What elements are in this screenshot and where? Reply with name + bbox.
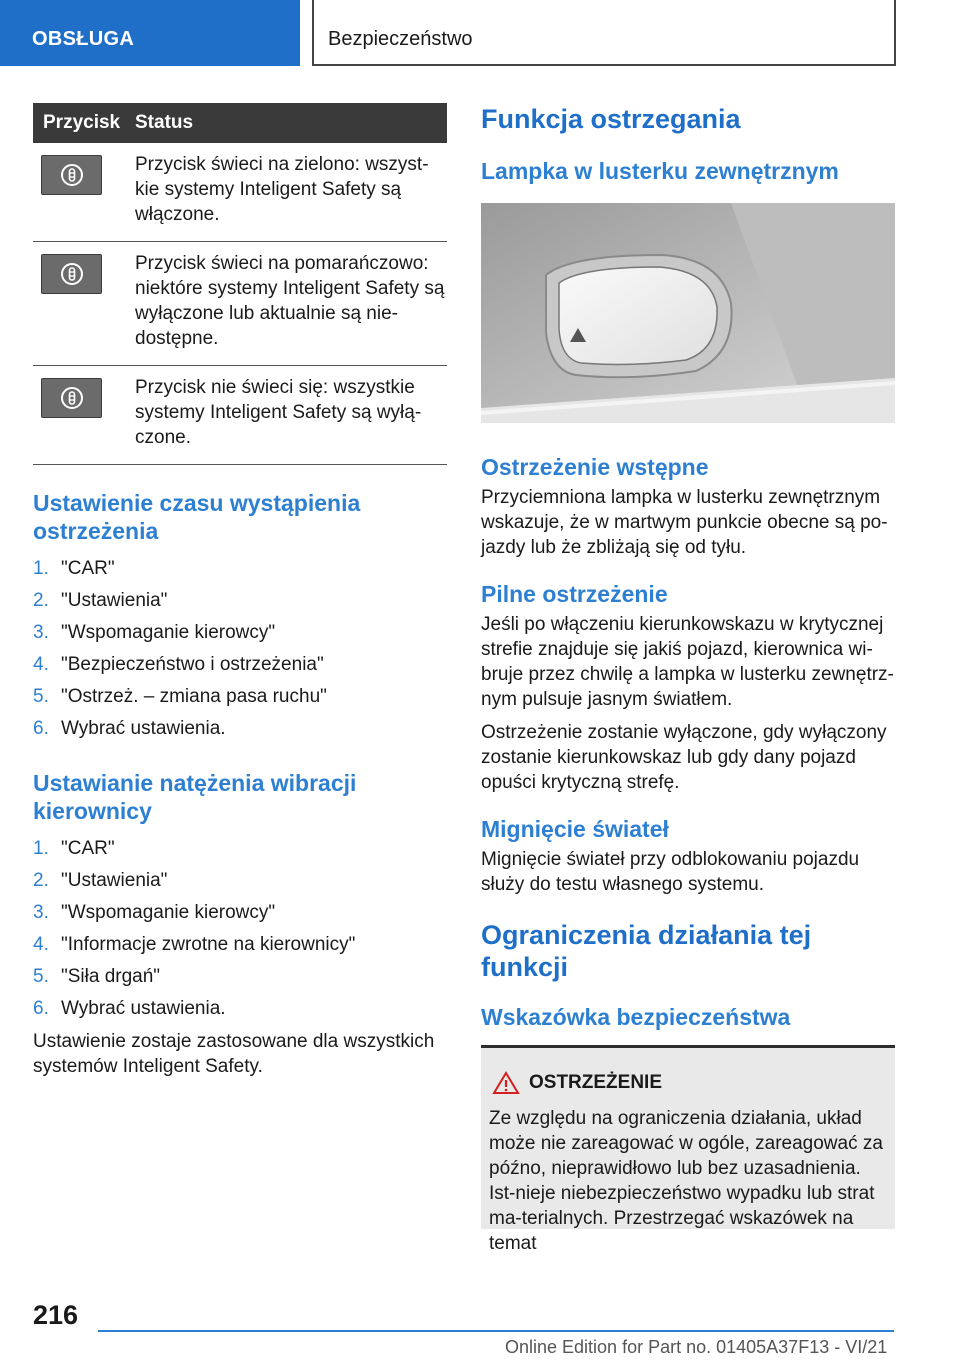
function-heading: Funkcja ostrzegania: [481, 104, 741, 134]
safety-button-icon: [41, 254, 102, 294]
list-item: 1. "CAR": [33, 558, 115, 579]
chapter-title: Bezpieczeństwo: [312, 0, 896, 66]
warning-title: OSTRZEŻENIE: [529, 1072, 663, 1093]
safety-button-icon: [41, 378, 102, 418]
mirror-photo: [481, 203, 895, 423]
pre-warning-text: Przyciemniona lampka w lusterku zewnętrznym wskazuje, że w martwym punkcie obecne są po-jazdy lub że zbliżają się od tyłu.: [481, 487, 888, 558]
table-header: [33, 103, 447, 143]
status-text: Przycisk świeci na zielono: wszyst-kie systemy Inteligent Safety są włączone.: [135, 154, 429, 225]
list-item: 3. "Wspomaganie kierowcy": [33, 622, 276, 643]
pre-warning-heading: Ostrzeżenie wstępne: [481, 454, 709, 480]
urgent-warning-heading: Pilne ostrzeżenie: [481, 581, 668, 607]
urgent-warning-text: Jeśli po włączeniu kierunkowskazu w krytycznej strefie znajduje się jakiś pojazd, kierownica wi-bruje przez chwilę a lampka w lusterku zewnętrz-nym pulsuje jasnym światłem.: [481, 614, 894, 710]
warning-text: Ze względu na ograniczenia działania, układ może nie zareagować w ogóle, zareagować za późno, nieprawidłowo lub bez uzasadnienia. Ist-nieje niebezpieczeństwo wypadku lub strat ma-terialnych. Przestrzegać wskazówek na temat: [489, 1108, 883, 1254]
timing-steps: [33, 553, 447, 745]
table-row: [33, 366, 447, 465]
table-row: [33, 143, 447, 242]
vibration-note: Ustawienie zostaje zastosowane dla wszystkich systemów Inteligent Safety.: [33, 1031, 435, 1077]
list-item: 4. "Bezpieczeństwo i ostrzeżenia": [33, 654, 324, 675]
warning-box: [481, 1045, 895, 1254]
limits-heading: Ograniczenia działania tej funkcji: [481, 920, 812, 982]
list-item: 5. "Ostrzeż. – zmiana pasa ruchu": [33, 686, 327, 707]
status-table: [33, 103, 447, 465]
page-number: 216: [33, 1300, 79, 1330]
timing-heading: Ustawienie czasu wystąpienia ostrzeżenia: [33, 490, 361, 544]
list-item: 1. "CAR": [33, 838, 115, 859]
list-item: 6. Wybrać ustawienia.: [33, 718, 226, 739]
header-button: Przycisk: [43, 112, 121, 133]
urgent-warning-off-text: Ostrzeżenie zostanie wyłączone, gdy wyłączony zostanie kierunkowskaz lub gdy dany pojazd opuści krytyczną strefę.: [481, 722, 887, 793]
header-status: Status: [135, 112, 194, 133]
safety-button-icon: [41, 155, 102, 195]
list-item: 3. "Wspomaganie kierowcy": [33, 902, 276, 923]
warning-triangle-icon: [493, 1072, 519, 1094]
list-item: 2. "Ustawienia": [33, 870, 168, 891]
vibration-heading: Ustawianie natężenia wibracji kierownicy: [33, 770, 357, 824]
status-text: Przycisk świeci na pomarańczowo: niektóre systemy Inteligent Safety są wyłączone lub aktualnie są nie-dostępne.: [135, 253, 445, 349]
left-column: [33, 103, 447, 1079]
list-item: 5. "Siła drgań": [33, 966, 161, 987]
list-item: 4. "Informacje zwrotne na kierownicy": [33, 934, 356, 955]
edition-text: Online Edition for Part no. 01405A37F13 - VI/21: [505, 1337, 888, 1357]
lamp-heading: Lampka w lusterku zewnętrznym: [481, 158, 839, 184]
footer-divider: [98, 1330, 894, 1332]
right-column: [481, 103, 895, 1254]
light-flash-heading: Mignięcie świateł: [481, 816, 669, 842]
vibration-steps: [33, 833, 447, 1025]
safety-note-heading: Wskazówka bezpieczeństwa: [481, 1004, 791, 1030]
timing-section: [33, 489, 447, 745]
status-text: Przycisk nie świeci się: wszystkie systemy Inteligent Safety są wyłą-czone.: [135, 377, 422, 448]
vibration-section: [33, 769, 447, 1079]
section-tab: OBSŁUGA: [0, 0, 300, 66]
list-item: 6. Wybrać ustawienia.: [33, 998, 226, 1019]
light-flash-text: Mignięcie świateł przy odblokowaniu pojazdu służy do testu własnego systemu.: [481, 849, 860, 895]
list-item: 2. "Ustawienia": [33, 590, 168, 611]
table-row: [33, 242, 447, 366]
